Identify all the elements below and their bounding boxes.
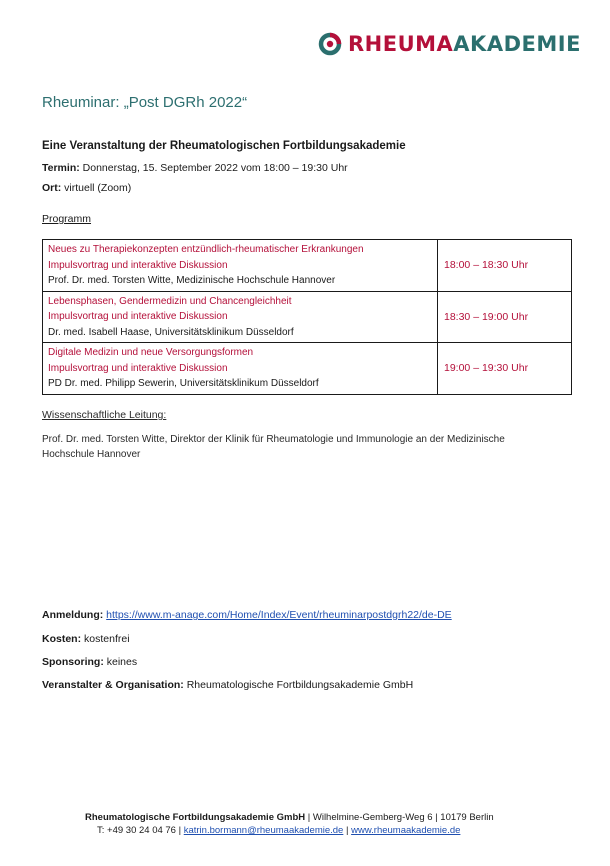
kosten-value: kostenfrei (84, 633, 130, 645)
sponsoring-line (42, 656, 137, 668)
termin-value: Donnerstag, 15. September 2022 vom 18:00 – 19:30 Uhr (82, 162, 348, 174)
program-cell (43, 291, 438, 343)
program-cell (43, 240, 438, 292)
kosten-label: Kosten: (42, 633, 82, 645)
footer-line-1 (85, 812, 494, 823)
talk-time: 19:00 – 19:30 Uhr (438, 343, 572, 395)
talk-time: 18:00 – 18:30 Uhr (438, 240, 572, 292)
registration-link[interactable]: https://www.m-anage.com/Home/Index/Event/rheuminarpostdgrh22/de-DE (106, 609, 452, 621)
ort-line (42, 182, 131, 194)
logo-icon (318, 32, 342, 56)
kosten-line (42, 633, 130, 645)
footer-email-link[interactable]: katrin.bormann@rheumaakademie.de (183, 825, 344, 836)
talk-topic: Lebensphasen, Gendermedizin und Chancengleichheit (48, 295, 292, 307)
talk-time: 18:30 – 19:00 Uhr (438, 291, 572, 343)
ort-value: virtuell (Zoom) (64, 182, 132, 194)
program-cell (43, 343, 438, 395)
footer-address: | Wilhelmine-Gemberg-Weg 6 | 10179 Berlin (307, 812, 494, 823)
sponsoring-value: keines (106, 656, 138, 668)
anmeldung-label: Anmeldung: (42, 609, 104, 621)
footer-website-link[interactable]: www.rheumaakademie.de (351, 825, 461, 836)
talk-speaker: Dr. med. Isabell Haase, Universitätsklinikum Düsseldorf (48, 326, 294, 338)
termin-line (42, 162, 348, 174)
logo-part-2: AKADEMIE (453, 32, 581, 56)
sponsoring-label: Sponsoring: (42, 656, 104, 668)
logo-wordmark (348, 30, 581, 58)
program-table (42, 239, 572, 395)
footer-phone: T: +49 30 24 04 76 | (97, 825, 182, 836)
page-title: Rheuminar: „Post DGRh 2022“ (42, 94, 248, 111)
talk-speaker: PD Dr. med. Philipp Sewerin, Universitätsklinikum Düsseldorf (48, 378, 319, 389)
talk-topic: Digitale Medizin und neue Versorgungsformen (48, 347, 254, 358)
ort-label: Ort: (42, 182, 62, 194)
logo-part-1: RHEUMA (348, 32, 454, 56)
leitung-text: Prof. Dr. med. Torsten Witte, Direktor der Klinik für Rheumatologie und Immunologie an der Medizinische Hochschule Hannover (42, 434, 505, 460)
footer-separator: | (345, 825, 349, 836)
termin-label: Termin: (42, 162, 80, 174)
veranstalter-label: Veranstalter & Organisation: (42, 679, 184, 691)
footer-line-2 (97, 825, 460, 836)
program-heading: Programm (42, 213, 92, 225)
talk-format: Impulsvortrag und interaktive Diskussion (48, 259, 228, 271)
talk-speaker: Prof. Dr. med. Torsten Witte, Medizinische Hochschule Hannover (48, 275, 336, 286)
program-row (43, 343, 572, 395)
talk-format: Impulsvortrag und interaktive Diskussion (48, 362, 228, 374)
logo (318, 30, 581, 58)
program-row (43, 240, 572, 292)
program-row (43, 291, 572, 343)
footer-company: Rheumatologische Fortbildungsakademie GmbH (85, 812, 306, 823)
talk-topic: Neues zu Therapiekonzepten entzündlich-rheumatischer Erkrankungen (48, 244, 364, 255)
event-subtitle: Eine Veranstaltung der Rheumatologischen Fortbildungsakademie (42, 140, 406, 152)
veranstalter-value: Rheumatologische Fortbildungsakademie GmbH (186, 679, 414, 691)
talk-format: Impulsvortrag und interaktive Diskussion (48, 311, 228, 322)
leitung-heading: Wissenschaftliche Leitung: (42, 409, 167, 421)
veranstalter-line (42, 679, 413, 691)
anmeldung-line (42, 609, 452, 621)
